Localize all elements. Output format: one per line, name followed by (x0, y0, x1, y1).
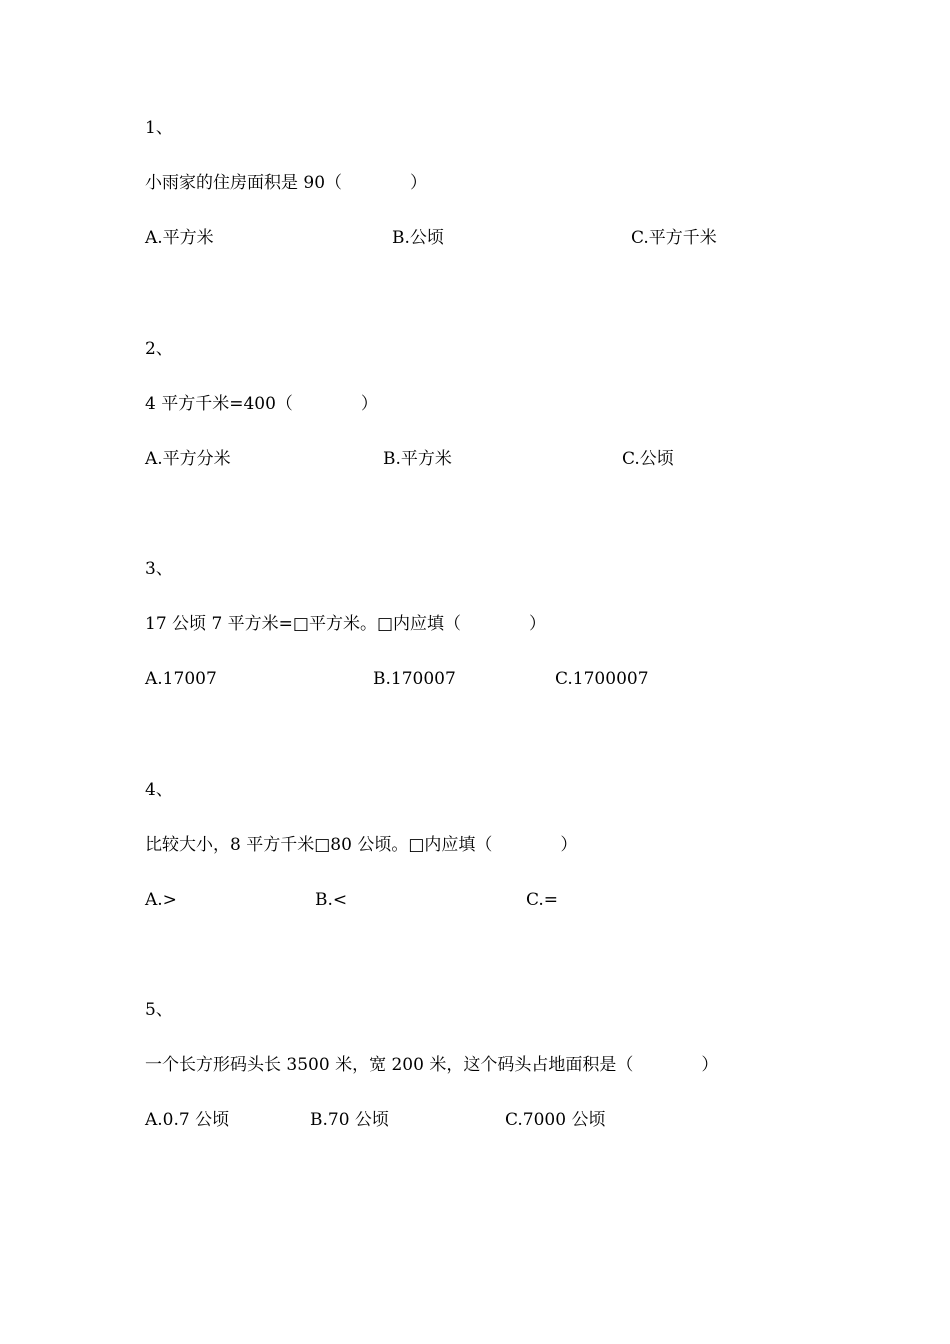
question-4-stem: 比较大小，8 平方千米□80 公顷。□内应填（ ） (145, 835, 578, 855)
question-1-option-a: A.平方米 (145, 228, 214, 248)
question-4-number: 4、 (145, 780, 173, 800)
question-3-number: 3、 (145, 559, 173, 579)
question-3-option-b: B.170007 (373, 669, 456, 689)
question-5-option-a: A.0.7 公顷 (145, 1110, 230, 1130)
question-4-option-c: C.= (526, 890, 559, 910)
question-2-option-c: C.公顷 (622, 449, 674, 469)
question-1-option-b: B.公顷 (392, 228, 444, 248)
question-5-option-b: B.70 公顷 (310, 1110, 389, 1130)
question-4-option-b: B.< (315, 890, 348, 910)
question-3-stem: 17 公顷 7 平方米=□平方米。□内应填（ ） (145, 614, 547, 634)
question-2-option-b: B.平方米 (383, 449, 452, 469)
question-5-stem: 一个长方形码头长 3500 米，宽 200 米，这个码头占地面积是（ ） (145, 1055, 719, 1075)
question-2-option-a: A.平方分米 (145, 449, 231, 469)
question-4-option-a: A.> (145, 890, 177, 910)
question-3-option-a: A.17007 (145, 669, 217, 689)
question-1-number: 1、 (145, 118, 173, 138)
question-2-number: 2、 (145, 339, 173, 359)
question-2-stem: 4 平方千米=400（ ） (145, 394, 378, 414)
question-5-number: 5、 (145, 1000, 173, 1020)
question-1-option-c: C.平方千米 (631, 228, 717, 248)
question-3-option-c: C.1700007 (555, 669, 649, 689)
question-5-option-c: C.7000 公顷 (505, 1110, 606, 1130)
question-1-stem: 小雨家的住房面积是 90（ ） (145, 173, 428, 193)
